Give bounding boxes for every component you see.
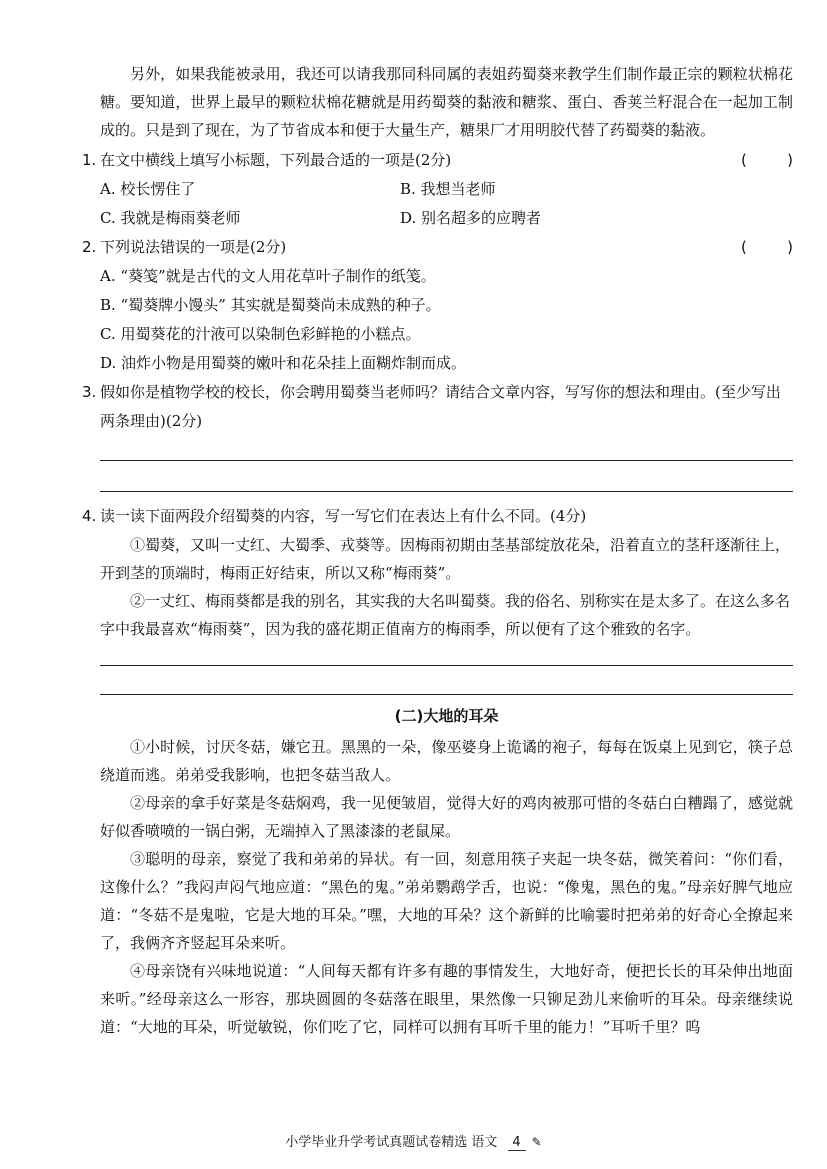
answer-bracket[interactable]: ( ) <box>741 151 793 169</box>
question-text: 下列说法错误的一项是(2分) <box>100 238 287 256</box>
option-d: D. 别名超多的应聘者 <box>400 209 542 227</box>
q2-options <box>100 262 793 378</box>
page-number: 4 <box>508 1135 526 1151</box>
question-3 <box>82 378 793 436</box>
page-footer <box>0 1131 827 1151</box>
option-c: C. 用蜀葵花的汁液可以染制色彩鲜艳的小糕点。 <box>100 325 421 343</box>
question-text: 读一读下面两段介绍蜀葵的内容，写一写它们在表达上有什么不同。(4分) <box>100 507 587 525</box>
answer-line[interactable] <box>100 461 793 492</box>
q1-options <box>100 175 793 233</box>
option-d: D. 油炸小物是用蜀葵的嫩叶和花朵挂上面糊炸制而成。 <box>100 354 467 372</box>
question-1 <box>82 146 793 175</box>
option-b: B. “蜀葵牌小馒头” 其实就是蜀葵尚未成熟的种子。 <box>100 296 441 314</box>
story-paragraph-1: ①小时候，讨厌冬菇，嫌它丑。黑黑的一朵，像巫婆身上诡谲的袍子，每每在饭桌上见到它，筷子总绕道而逃。弟弟受我影响，也把冬菇当敌人。 <box>100 738 793 784</box>
answer-line[interactable] <box>100 436 793 461</box>
story-paragraph-3: ③聪明的母亲，察觉了我和弟弟的异状。有一回，刻意用筷子夹起一块冬菇，微笑着问：“你们看，这像什么？”我闷声闷气地应道：“黑色的鬼。”弟弟鹦鹉学舌，也说：“像鬼，黑色的鬼。”母亲好脾气地应道：“冬菇不是鬼啦，它是大地的耳朵。”嘿，大地的耳朵？这个新鲜的比喻霎时把弟弟的好奇心全撩起来了，我俩齐齐竖起耳朵来听。 <box>100 850 793 952</box>
question-number: 3. <box>82 383 97 401</box>
option-c: C. 我就是梅雨葵老师 <box>100 209 241 227</box>
question-4 <box>82 502 793 531</box>
answer-bracket[interactable]: ( ) <box>741 238 793 256</box>
question-text: 假如你是植物学校的校长，你会聘用蜀葵当老师吗？请结合文章内容，写写你的想法和理由。(至少写出两条理由)(2分) <box>100 383 781 430</box>
intro-paragraph: 另外，如果我能被录用，我还可以请我那同科同属的表姐药蜀葵来教学生们制作最正宗的颗粒状棉花糖。要知道，世界上最早的颗粒状棉花糖就是用药蜀葵的黏液和糖浆、蛋白、香荚兰籽混合在一起加工制成的。只是到了现在，为了节省成本和便于大量生产，糖果厂才用明胶代替了药蜀葵的黏液。 <box>100 65 793 139</box>
footer-text: 小学毕业升学考试真题试卷精选 语文 <box>285 1135 498 1150</box>
excerpt-2: ②一丈红、梅雨葵都是我的别名，其实我的大名叫蜀葵。我的俗名、别称实在是太多了。在这么多名字中我最喜欢“梅雨葵”，因为我的盛花期正值南方的梅雨季，所以便有了这个雅致的名字。 <box>100 592 791 638</box>
question-number: 1. <box>82 151 97 169</box>
story-paragraph-4: ④母亲饶有兴味地说道：“人间每天都有许多有趣的事情发生，大地好奇，便把长长的耳朵伸出地面来听。”经母亲这么一形容，那块圆圆的冬菇落在眼里，果然像一只铆足劲儿来偷听的耳朵。母亲继续说道：“大地的耳朵，听觉敏锐，你们吃了它，同样可以拥有耳听千里的能力！”耳听千里？呜 <box>100 962 793 1036</box>
option-a: A. “葵笺”就是古代的文人用花草叶子制作的纸笺。 <box>100 267 436 285</box>
option-b: B. 我想当老师 <box>400 180 496 198</box>
question-number: 4. <box>82 507 97 525</box>
excerpt-1: ①蜀葵，又叫一丈红、大蜀季、戎葵等。因梅雨初期由茎基部绽放花朵，沿着直立的茎秆逐渐往上，开到茎的顶端时，梅雨正好结束，所以又称“梅雨葵”。 <box>100 536 791 582</box>
question-text: 在文中横线上填写小标题，下列最合适的一项是(2分) <box>100 151 452 169</box>
option-a: A. 校长愣住了 <box>100 180 196 198</box>
answer-line[interactable] <box>100 643 793 666</box>
section-title: (二)大地的耳朵 <box>394 707 499 725</box>
story-paragraph-2: ②母亲的拿手好菜是冬菇焖鸡，我一见便皱眉，觉得大好的鸡肉被那可惜的冬菇白白糟蹋了，感觉就好似香喷喷的一锅白粥，无端掉入了黑漆漆的老鼠屎。 <box>100 794 793 840</box>
question-number: 2. <box>82 238 97 256</box>
pen-icon: ✎ <box>531 1135 542 1149</box>
question-2 <box>82 233 793 262</box>
answer-line[interactable] <box>100 666 793 695</box>
